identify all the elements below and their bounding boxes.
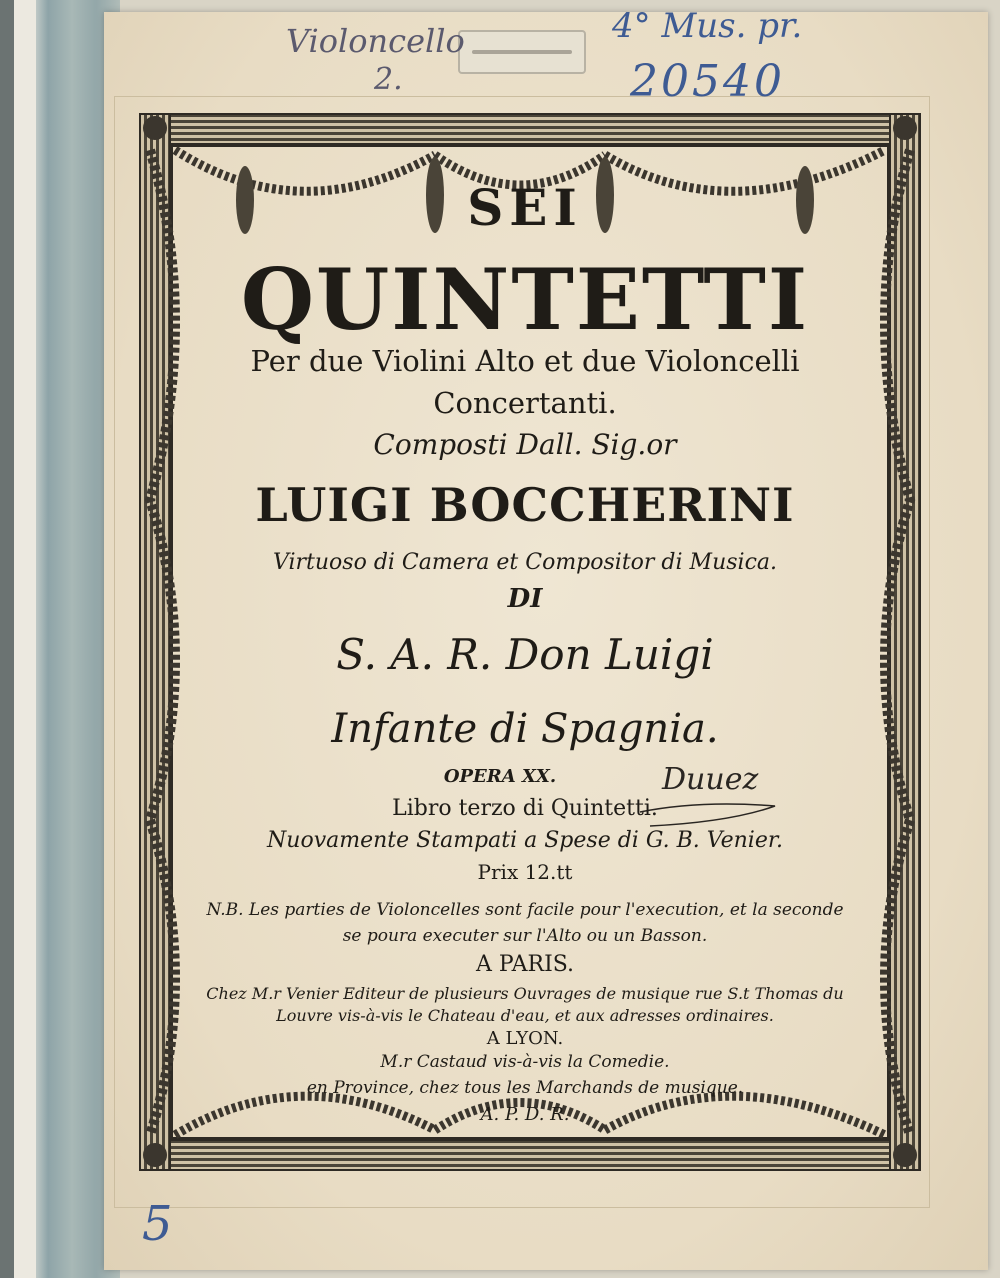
nota-bene-line1: N.B. Les parties de Violoncelles sont facile pour l'execution, et la seconde <box>206 900 844 920</box>
publisher-line: Nuovamente Stampati a Spese di G. B. Venier. <box>267 828 783 853</box>
patron-title: Infante di Spagnia. <box>331 706 719 752</box>
paris-address-line1: Chez M.r Venier Editeur de plusieurs Ouvrages de musique rue S.t Thomas du <box>206 984 844 1003</box>
privilege-line: A. P. D. R. <box>480 1104 570 1125</box>
patron-name: S. A. R. Don Luigi <box>336 630 714 679</box>
shelfmark-line1: 4° Mus. pr. <box>612 6 803 46</box>
composer-name: LUIGI BOCCHERINI <box>255 478 795 532</box>
lyon-address: M.r Castaud vis-à-vis la Comedie. <box>380 1052 670 1072</box>
instrumentation: Per due Violini Alto et due Violoncelli <box>250 344 800 378</box>
nota-bene-line2: se poura executer sur l'Alto ou un Basson. <box>342 926 708 946</box>
paris-address-line2: Louvre vis-à-vis le Chateau d'eau, et aux adresses ordinaires. <box>276 1006 774 1025</box>
pencil-note-instrument: Violoncello <box>286 22 465 60</box>
lyon-heading: A LYON. <box>486 1028 564 1049</box>
opus-number: OPERA XX. <box>443 766 557 787</box>
paris-heading: A PARIS. <box>475 952 575 977</box>
province-line: en Province, chez tous les Marchands de musique. <box>306 1078 744 1098</box>
price: Prix 12.tt <box>477 860 573 884</box>
concertanti: Concertanti. <box>433 386 617 420</box>
di-line: DI <box>507 584 543 614</box>
pencil-note-number: 2. <box>374 62 403 97</box>
shelfmark-line2: 20540 <box>630 56 785 107</box>
owner-signature: Duuez <box>662 762 759 797</box>
title-sei: SEI <box>467 178 583 237</box>
composer-role: Virtuoso di Camera et Compositor di Musica. <box>272 550 777 575</box>
composti-line: Composti Dall. Sig.or <box>373 428 677 461</box>
book-line: Libro terzo di Quintetti. <box>392 796 658 821</box>
bottom-note: 5 <box>142 1196 173 1252</box>
title-quintetti: QUINTETTI <box>240 250 810 349</box>
